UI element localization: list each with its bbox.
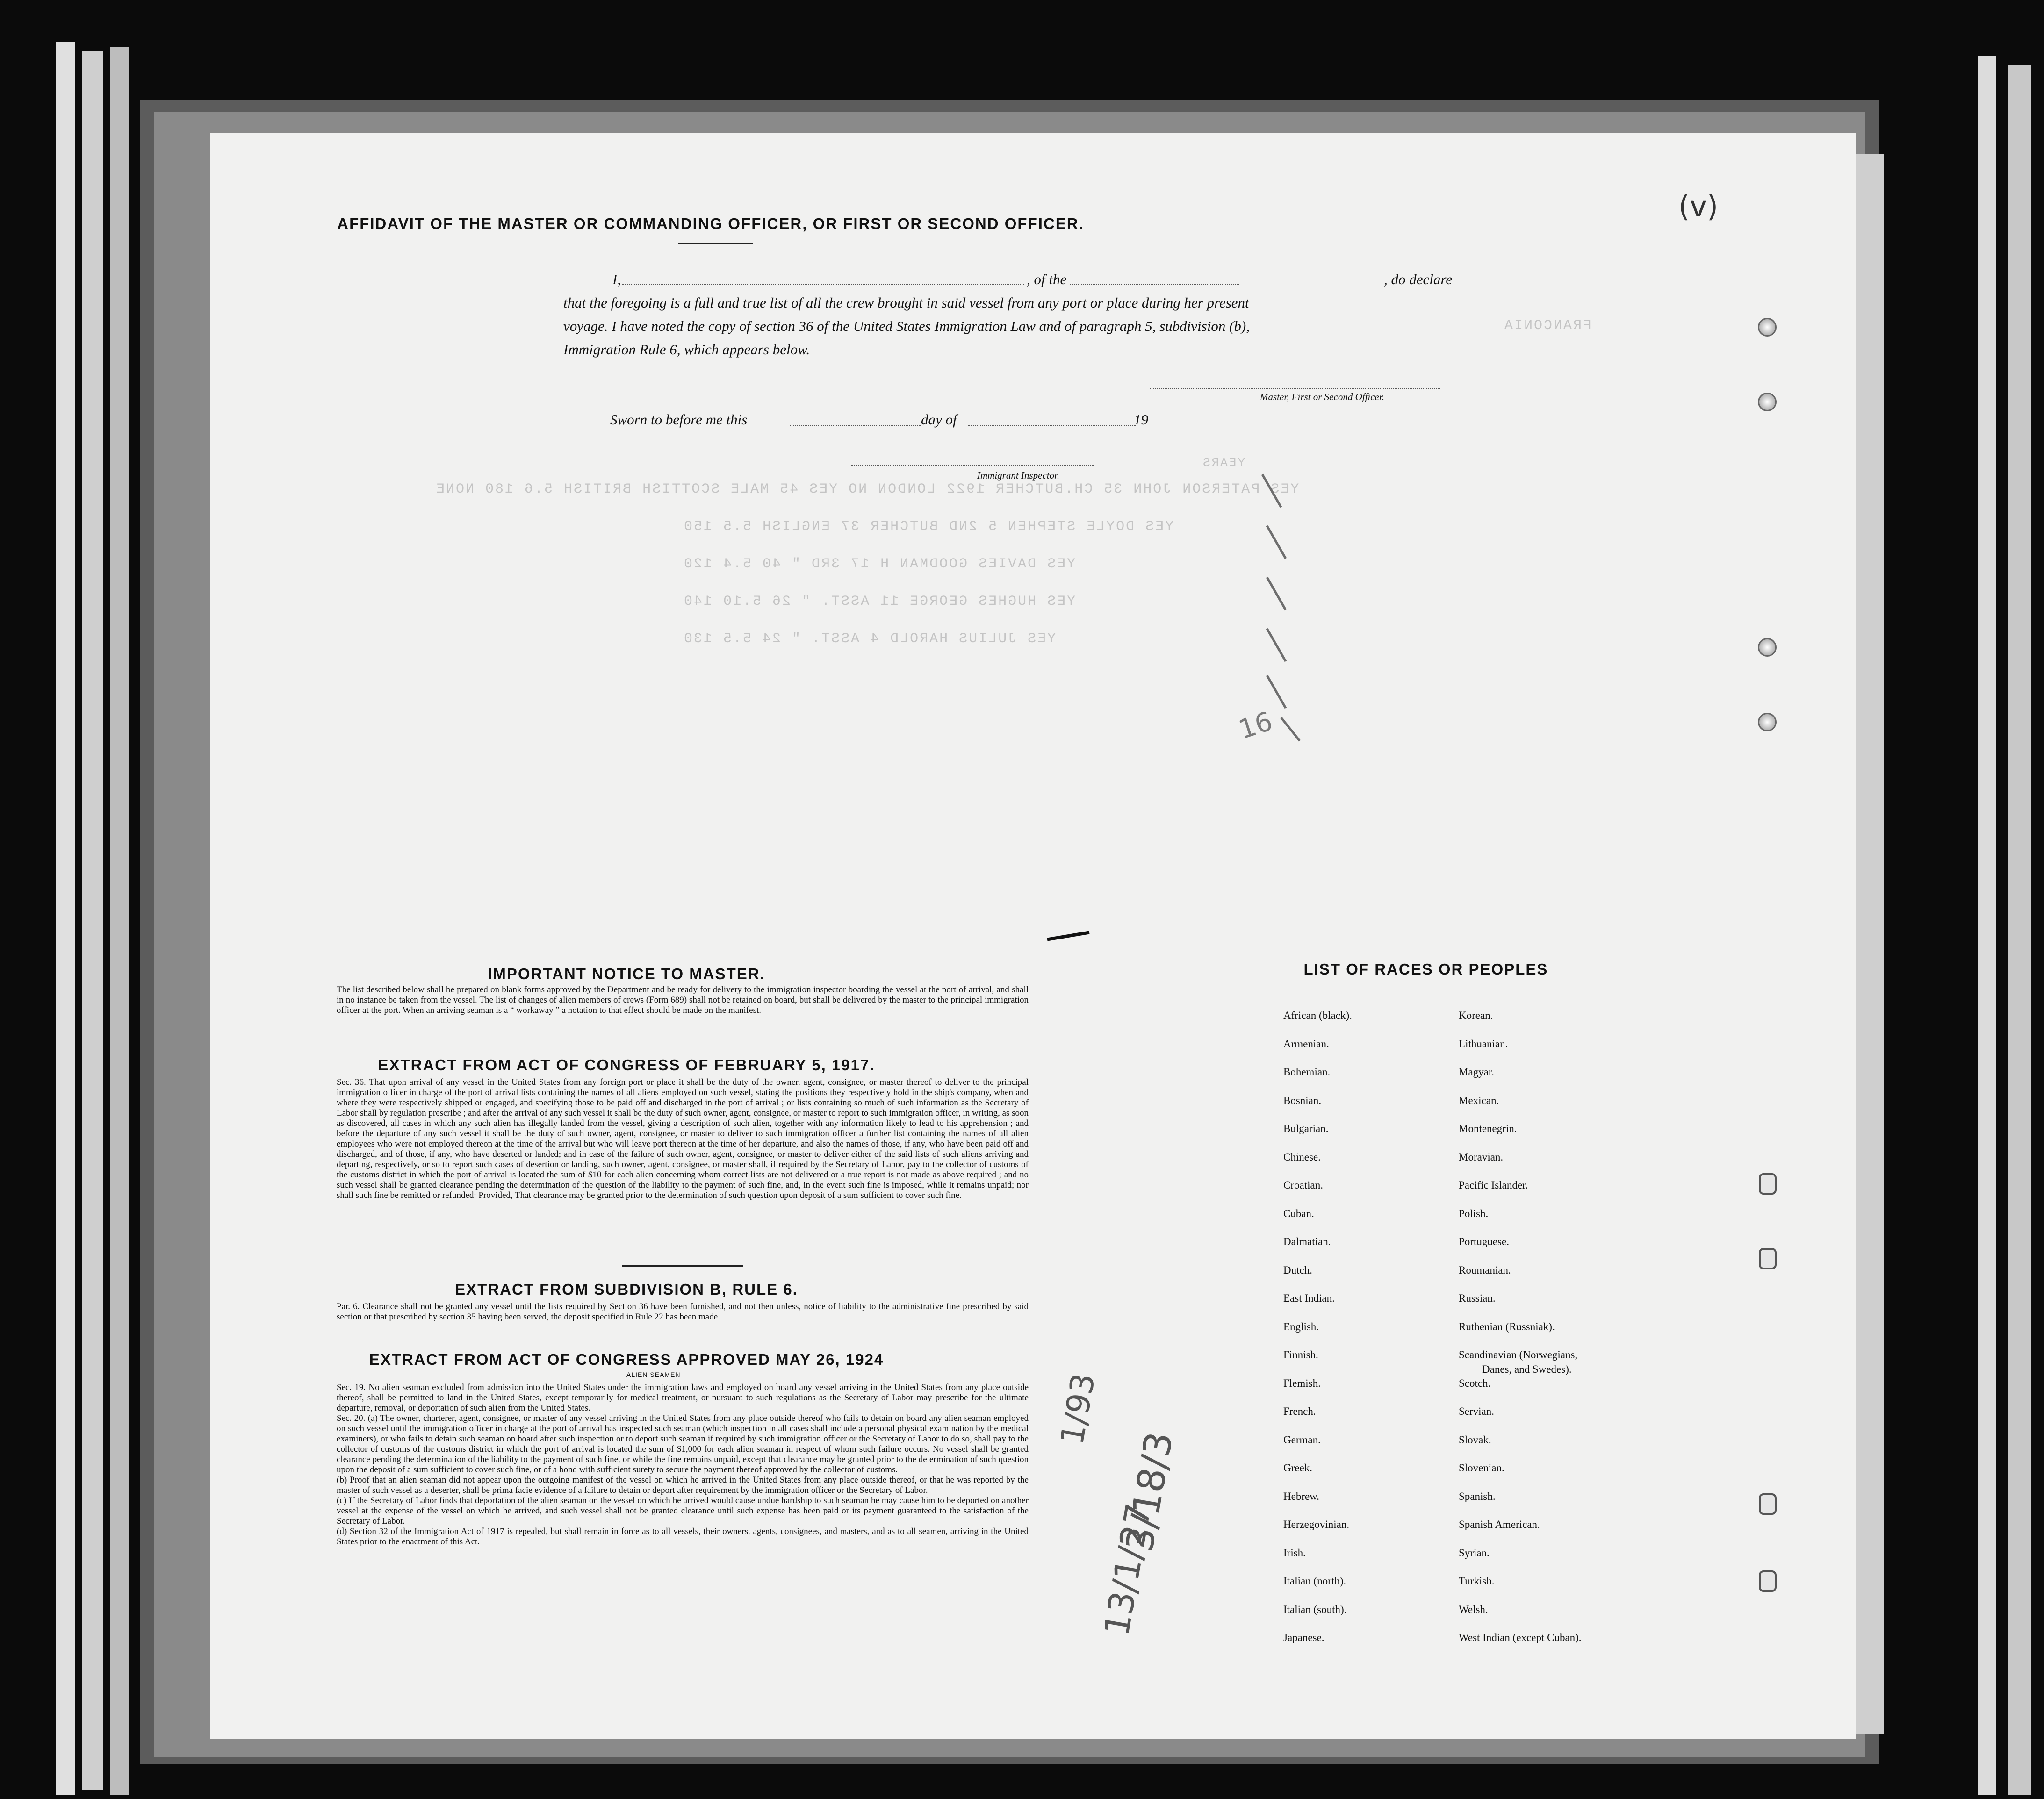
race-item: Portuguese. <box>1459 1236 1509 1247</box>
race-item: Lithuanian. <box>1459 1038 1508 1050</box>
race-item: Cuban. <box>1283 1207 1314 1219</box>
race-item: Bohemian. <box>1283 1066 1331 1078</box>
race-item: Russian. <box>1459 1292 1496 1304</box>
extract-1917-text: Sec. 36. That upon arrival of any vessel in the United States from any foreign port or place it shall be the duty of the owner, agent, consignee, or master thereof to deliver to the principal immigration officer in charge of the port of arrival lists containing the names of all aliens employed on such vessel, stating the positions they respectively hold in the ship's company, when and where they were respectively shipped or engaged, and specifying those to be paid off and discharged in the port of arrival ; or lists containing so much of such information as the Secretary of Labor shall by regulation prescribe ; and after the arrival of any such vessel it shall be the duty of such owner, agent, consignee, or master to report to such immigration officer, in writing, as soon as discovered, all cases in which any such alien has illegally landed from the vessel, giving a description of such alien, together with any information likely to lead to his apprehension ; and before the departure of any such vessel it shall be the duty of such owner, agent, consignee, or master to deliver to such immigration officer a further list containing the names of all alien employees who were not employed thereon at the time of the arrival but who will leave port thereon at the time of her departure, and also the names of those, if any, who have been paid off and discharged, and of those, if any, who have deserted or landed; and in case of the failure of such owner, agent, consignee, or master to deliver either of the said lists of such aliens arriving and departing, respectively, or so to report such cases of desertion or landing, such owner, agent, consignee, or master shall, if required by the Secretary of Labor, pay to the collector of customs of the customs district in which the port of arrival is located the sum of $10 for each alien concerning whom correct lists are not delivered or a true report is not made as above required ; and no such vessel shall be granted clearance pending the determination of the question of the liability to the payment of such fine, and, in the event such fine is imposed, while it remains unpaid; nor shall such fine be remitted or refunded: Provided, That clearance may be granted prior to the determination of such question upon deposit of a sum sufficient to cover such fine. <box>337 1077 1029 1200</box>
race-item: Welsh. <box>1459 1603 1488 1615</box>
affidavit-title: AFFIDAVIT OF THE MASTER OR COMMANDING OFFICER, OR FIRST OR SECOND OFFICER. <box>337 215 1084 232</box>
bleed-through-row: YES JULIUS HAROLD 4 ASST. " 24 5.5 130 <box>683 631 1056 647</box>
race-item: Moravian. <box>1459 1151 1504 1163</box>
binder-slot <box>1759 1173 1777 1195</box>
race-item: Dutch. <box>1283 1264 1312 1276</box>
extract-1924-title: EXTRACT FROM ACT OF CONGRESS APPROVED MAY 26, 1924 <box>369 1351 884 1368</box>
binder-slot <box>1759 1570 1777 1592</box>
race-item: Korean. <box>1459 1010 1493 1021</box>
race-item: Ruthenian (Russniak). <box>1459 1320 1555 1333</box>
section-rule <box>622 1265 743 1267</box>
sec-20d-text: (d) Section 32 of the Immigration Act of 1917 is repealed, but shall remain in force as to all vessels, their owners, agents, consignees, and masters, and as to all seamen, arriving in the United States prior to the enactment of this Act. <box>337 1527 1029 1547</box>
race-item: Scandinavian (Norwegians, <box>1459 1349 1578 1361</box>
inspector-signature-line <box>851 465 1094 466</box>
notice-text: The list described below shall be prepared on blank forms approved by the Department and be ready for delivery to the immigration inspector boarding the vessel at the port of arrival, and shall in no instance be taken from the vessel. The list of changes of alien members of crews (Form 689) shall not be retained on board, but shall be delivered by the master to the principal immigration officer at the port. When an arriving seaman is a “ workaway ” a notation to that effect should be made on the manifest. <box>337 985 1029 1015</box>
race-item: Hebrew. <box>1283 1490 1320 1502</box>
race-item: Slovak. <box>1459 1433 1491 1446</box>
sec-20b-text: (b) Proof that an alien seaman did not appear upon the outgoing manifest of the vessel on which he arrived in the United States from any place outside thereof, or that he was reported by the master of such vessel as a deserter, shall be prima facie evidence of a failure to detain or deport after requirement by the immigration officer or the Secretary of Labor. <box>337 1475 1029 1495</box>
margin-annotation: (v) <box>1678 189 1719 223</box>
master-signature-label: Master, First or Second Officer. <box>1260 391 1384 402</box>
extract-1924-subtitle: ALIEN SEAMEN <box>626 1371 681 1378</box>
bleed-through-ship: FRANCONIA <box>1503 318 1592 334</box>
sec-19-text: Sec. 19. No alien seaman excluded from admission into the United States under the immigration laws and employed on board any vessel arriving in the United States from any place outside thereof, shall be permitted to land in the United States, except temporarily for medical treatment, or pursuant to such regulations as the Secretary of Labor may prescribe for the ultimate departure, removal, or deportation of such alien from the United States. <box>337 1383 1029 1413</box>
pencil-stamp: 3/18/3 <box>1117 1428 1181 1555</box>
form-page <box>210 133 1856 1739</box>
race-item: Turkish. <box>1459 1575 1495 1587</box>
bleed-through-row: YES DAVIES GOODMAN H 17 3RD " 40 5.4 120 <box>683 556 1076 572</box>
race-item: Italian (south). <box>1283 1603 1347 1615</box>
sworn-day-line <box>790 425 921 426</box>
race-item: Scotch. <box>1459 1377 1491 1389</box>
race-item: Armenian. <box>1283 1038 1329 1050</box>
race-item: Chinese. <box>1283 1151 1321 1163</box>
sec-20a-text: Sec. 20. (a) The owner, charterer, agent, consignee, or master of any vessel arriving in the United States from any place outside thereof who fails to detain on board any alien seaman employed on such vessel until the immigration officer in charge at the port of arrival has inspected such seaman (which inspection in all cases shall include a personal physical examination by the medical examiners), or who fails to detain such seaman on board after such inspection or to deport such seaman if required by such immigration officer or the Secretary of Labor to do so, shall pay to the collector of customs of the customs district in which the port of arrival is located the sum of $1,000 for each alien seaman in respect of whom such failure occurs. No vessel shall be granted clearance pending the determination of the liability to the payment of such fine, or while the fine remains unpaid, except that clearance may be granted prior to the determination of such question upon the deposit of a sum sufficient to cover such fine, or of a bond with sufficient surety to secure the payment thereof approved by the collector of customs. <box>337 1413 1029 1475</box>
race-item: French. <box>1283 1405 1316 1417</box>
circled-number: 16 <box>1235 706 1276 745</box>
race-item: Roumanian. <box>1459 1264 1511 1276</box>
extract-rule6-text: Par. 6. Clearance shall not be granted any vessel until the lists required by Section 36 have been furnished, and not then unless, notice of liability to the administrative fine prescribed by said section or that prescribed by section 35 having been served, the deposit specified in Rule 22 has been made. <box>337 1302 1029 1322</box>
bleed-through-header: YEARS <box>1202 456 1245 470</box>
race-item: Irish. <box>1283 1547 1306 1559</box>
extract-1924-body <box>337 1383 1029 1547</box>
sec-20c-text: (c) If the Secretary of Labor finds that deportation of the alien seaman on the vessel on which he arrived would cause undue hardship to such seaman he may cause him to be deported on another vessel at the expense of the vessel on which he arrived, and such vessel shall not be granted clearance until such expense has been paid or its payment guaranteed to the satisfaction of the Secretary of Labor. <box>337 1496 1029 1526</box>
race-item: Finnish. <box>1283 1349 1318 1361</box>
race-item: Servian. <box>1459 1405 1495 1417</box>
race-item: Polish. <box>1459 1207 1489 1219</box>
right-page-edge <box>1856 154 1884 1734</box>
race-item: African (black). <box>1283 1010 1352 1021</box>
races-title: LIST OF RACES OR PEOPLES <box>1303 960 1548 978</box>
extract-rule6-title: EXTRACT FROM SUBDIVISION B, RULE 6. <box>455 1281 798 1298</box>
right-binding-strip-2 <box>2008 65 2031 1795</box>
master-name-line <box>622 284 1239 285</box>
race-item: Bulgarian. <box>1283 1123 1329 1134</box>
race-item: Magyar. <box>1459 1066 1495 1078</box>
left-binding-strip-2 <box>82 51 103 1790</box>
right-binding-strip <box>1978 56 1996 1795</box>
race-item: Dalmatian. <box>1283 1236 1331 1247</box>
punch-hole <box>1758 713 1777 731</box>
race-item: Danes, and Swedes). <box>1482 1363 1572 1375</box>
ink-dash <box>1043 928 1099 946</box>
race-item: Italian (north). <box>1283 1575 1346 1587</box>
race-item: Flemish. <box>1283 1377 1321 1389</box>
race-item: Syrian. <box>1459 1547 1490 1559</box>
race-item: Bosnian. <box>1283 1094 1322 1106</box>
race-item: German. <box>1283 1433 1321 1446</box>
punch-hole <box>1758 393 1777 411</box>
race-item: English. <box>1283 1320 1319 1333</box>
race-item: Montenegrin. <box>1459 1123 1517 1134</box>
punch-hole <box>1758 638 1777 657</box>
race-item: Greek. <box>1283 1462 1312 1474</box>
left-binding-strip-3 <box>110 47 129 1795</box>
punch-hole <box>1758 318 1777 337</box>
race-item: West Indian (except Cuban). <box>1459 1632 1582 1643</box>
bleed-through-row: YES HUGHES GEORGE 11 ASST. " 26 5.10 140 <box>683 594 1076 609</box>
inspector-label: Immigrant Inspector. <box>977 470 1060 481</box>
day-of-label: day of <box>921 411 957 428</box>
pencil-stamp: 1/93 <box>1054 1370 1103 1448</box>
race-item: Herzegovinian. <box>1283 1519 1350 1530</box>
year-prefix: 19 <box>1134 411 1148 428</box>
master-signature-line <box>1150 388 1440 389</box>
bleed-through-row: YES DOYLE STEPHEN 5 2ND BUTCHER 37 ENGLISH 5.5 150 <box>683 519 1174 535</box>
title-rule <box>678 243 753 244</box>
affidavit-line-2: that the foregoing is a full and true list of all the crew brought in said vessel from any port or place during her present <box>563 294 1249 311</box>
race-item: East Indian. <box>1283 1292 1335 1304</box>
affidavit-line-3: voyage. I have noted the copy of section 36 of the United States Immigration Law and of paragraph 5, subdivision (b), <box>563 318 1250 334</box>
notice-title: IMPORTANT NOTICE TO MASTER. <box>488 965 765 982</box>
bleed-through-row: YES PATERSON JOHN 35 CH.BUTCHER 1922 LONDON NO YES 45 MALE SCOTTISH BRITISH 5.6 180 NONE <box>435 481 1299 497</box>
race-item: Spanish American. <box>1459 1519 1540 1530</box>
affidavit-of-the-label: , of the <box>1024 271 1069 288</box>
binder-slot <box>1759 1248 1777 1269</box>
race-item: Croatian. <box>1283 1179 1323 1191</box>
race-item: Spanish. <box>1459 1490 1496 1502</box>
race-item: Slovenian. <box>1459 1462 1504 1474</box>
left-binding-strip <box>56 42 75 1795</box>
affidavit-i-label: I, <box>612 271 621 287</box>
affidavit-line-4: Immigration Rule 6, which appears below. <box>563 341 810 358</box>
sworn-month-line <box>968 425 1136 426</box>
sworn-label: Sworn to before me this <box>610 411 748 428</box>
binder-slot <box>1759 1493 1777 1515</box>
race-item: Japanese. <box>1283 1632 1324 1643</box>
affidavit-declare-label: , do declare <box>1384 271 1453 287</box>
race-item: Pacific Islander. <box>1459 1179 1528 1191</box>
pencil-tick-marks <box>1253 456 1323 830</box>
extract-1917-title: EXTRACT FROM ACT OF CONGRESS OF FEBRUARY 5, 1917. <box>378 1056 875 1074</box>
race-item: Mexican. <box>1459 1094 1499 1106</box>
pencil-stamp: 13/1/27 <box>1096 1500 1159 1639</box>
